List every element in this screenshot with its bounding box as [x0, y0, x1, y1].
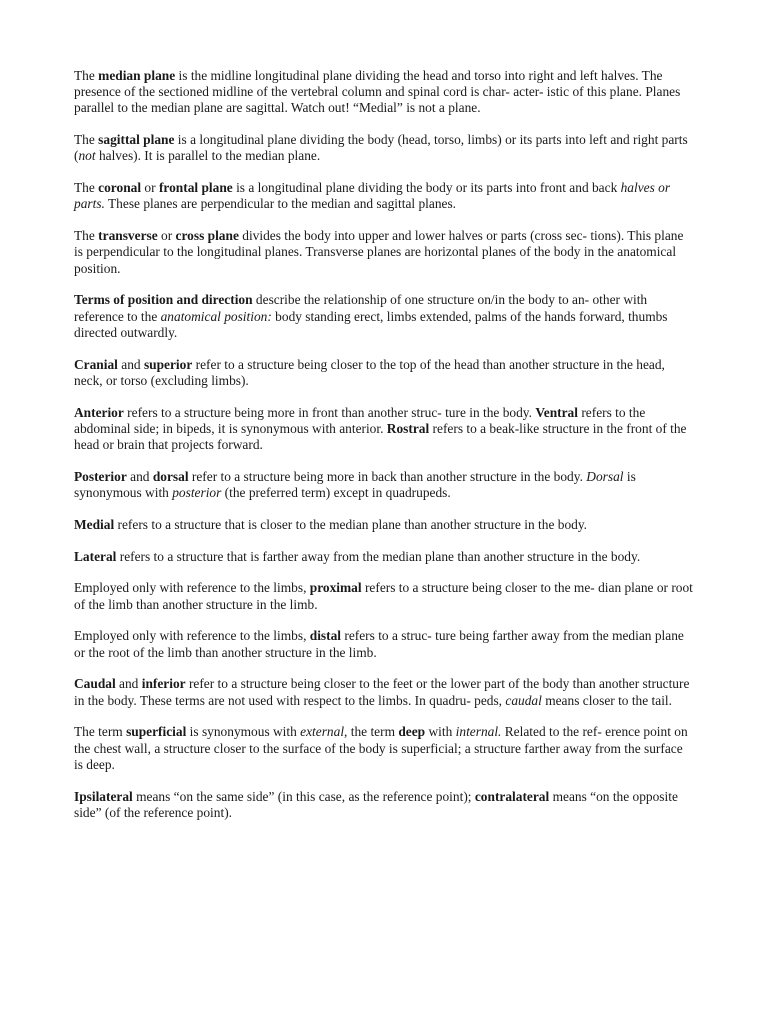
text-run: Employed only with reference to the limbs, — [74, 580, 310, 596]
bold-term: transverse — [98, 228, 158, 244]
bold-term: Ventral — [535, 404, 578, 420]
text-run: The — [74, 180, 99, 196]
bold-term: Rostral — [386, 420, 430, 436]
text-run: is a longitudinal plane dividing the body (head, torso, limbs) or its parts into left and right parts ( — [74, 132, 688, 164]
text-run: with — [425, 724, 456, 740]
paragraph — [74, 580, 694, 612]
bold-term: inferior — [141, 676, 186, 692]
text-run: The — [74, 228, 99, 244]
text-run: is synonymous with — [74, 468, 636, 501]
text-run: The — [74, 68, 99, 83]
paragraph — [74, 549, 694, 565]
text-run: is synonymous with — [186, 724, 301, 740]
paragraph — [74, 357, 694, 389]
italic-text: external — [300, 724, 345, 740]
text-run: divides the body into upper and lower halves or parts (cross sec- tions). This plane is perpendicular to the longitudinal planes. Transverse planes are horizontal planes of the body in the anatomical position. — [74, 228, 684, 276]
paragraph — [74, 405, 694, 454]
text-run: or — [141, 180, 159, 196]
paragraph — [74, 68, 694, 117]
bold-term: median plane — [98, 68, 176, 83]
italic-text: not — [78, 148, 96, 164]
text-run: means “on the same side” (in this case, as the reference point); — [132, 788, 475, 804]
document-body — [74, 68, 694, 837]
bold-term: Caudal — [74, 676, 116, 692]
text-run: These planes are perpendicular to the median and sagittal planes. — [104, 196, 457, 212]
paragraph — [74, 724, 694, 773]
bold-term: proximal — [309, 580, 362, 596]
text-run: refers to a structure being more in front than another struc- ture in the body. — [123, 404, 536, 420]
text-run: halves). It is parallel to the median plane. — [95, 148, 321, 164]
bold-term: frontal plane — [158, 180, 233, 196]
italic-text: internal. — [455, 724, 502, 740]
bold-term: sagittal plane — [98, 132, 175, 148]
text-run: , the term — [344, 724, 399, 740]
text-run: The — [74, 132, 99, 148]
text-run: is a longitudinal plane dividing the body or its parts into front and back — [232, 180, 621, 196]
text-run: refers to the abdominal side; in bipeds, it is synonymous with anterior. — [74, 404, 646, 436]
bold-term: contralateral — [474, 788, 550, 804]
italic-text: caudal — [505, 692, 542, 708]
text-run: and — [115, 676, 142, 692]
bold-term: Anterior — [74, 404, 124, 420]
paragraph — [74, 132, 694, 164]
bold-term: Posterior — [74, 468, 127, 484]
paragraph — [74, 789, 694, 821]
text-run: means “on the opposite side” (of the reference point). — [74, 788, 678, 820]
paragraph — [74, 517, 694, 533]
text-run: refers to a beak-like structure in the front of the head or brain that projects forward. — [74, 420, 687, 453]
text-run: describe the relationship of one structure on/in the body to an- other with reference to the — [74, 292, 648, 324]
text-run: refer to a structure being closer to the feet or the lower part of the body than another structure in the body. These terms are not used with respect to the limbs. In quadru- peds, — [74, 676, 690, 708]
text-run: Related to the ref- erence point on the chest wall, a structure closer to the surface of the body is superficial; a structure farther away from the surface is deep. — [74, 724, 688, 772]
italic-text: halves or parts. — [74, 180, 671, 212]
text-run: refers to a structure that is closer to the median plane than another structure in the body. — [114, 516, 588, 532]
text-run: and — [126, 468, 153, 484]
text-run: (the preferred term) except in quadrupeds. — [221, 485, 451, 501]
bold-term: superior — [143, 356, 193, 372]
text-run: refer to a structure being more in back than another structure in the body. — [188, 468, 587, 484]
text-run: body standing erect, limbs extended, palms of the hands forward, thumbs directed outwardly. — [74, 308, 668, 340]
bold-term: superficial — [126, 724, 187, 740]
text-run: refers to a structure that is farther away from the median plane than another structure in the body. — [116, 548, 641, 564]
italic-text: Dorsal — [586, 468, 624, 484]
paragraph — [74, 469, 694, 501]
paragraph — [74, 292, 694, 341]
paragraph — [74, 628, 694, 660]
bold-term: coronal — [98, 180, 142, 196]
italic-text: posterior — [172, 485, 222, 501]
bold-term: Terms of position and direction — [74, 292, 253, 308]
paragraph — [74, 180, 694, 212]
text-run: refers to a structure being closer to the me- dian plane or root of the limb than another structure in the limb. — [74, 580, 693, 612]
bold-term: cross plane — [175, 228, 239, 244]
bold-term: Cranial — [74, 356, 118, 372]
paragraph — [74, 228, 694, 277]
bold-term: dorsal — [152, 468, 189, 484]
text-run: Employed only with reference to the limbs, — [74, 628, 310, 644]
text-run: refers to a struc- ture being farther away from the median plane or the root of the limb than another structure in the limb. — [74, 628, 684, 660]
bold-term: distal — [309, 628, 342, 644]
bold-term: deep — [398, 724, 426, 740]
text-run: refer to a structure being closer to the top of the head than another structure in the head, neck, or torso (excluding limbs). — [74, 356, 665, 388]
text-run: The term — [74, 724, 127, 740]
bold-term: Medial — [74, 516, 115, 532]
text-run: and — [117, 356, 144, 372]
italic-text: anatomical position: — [160, 308, 272, 324]
bold-term: Lateral — [74, 548, 117, 564]
bold-term: Ipsilateral — [74, 788, 133, 804]
text-run: is the midline longitudinal plane dividing the head and torso into right and left halves. The presence of the sectioned midline of the vertebral column and spinal cord is char- acter- istic of this plane. Planes parallel to the median plane are sagittal. Watch out! “Medial” is not a plane. — [74, 68, 681, 116]
paragraph — [74, 676, 694, 708]
text-run: or — [157, 228, 176, 244]
text-run: means closer to the tail. — [541, 692, 672, 708]
